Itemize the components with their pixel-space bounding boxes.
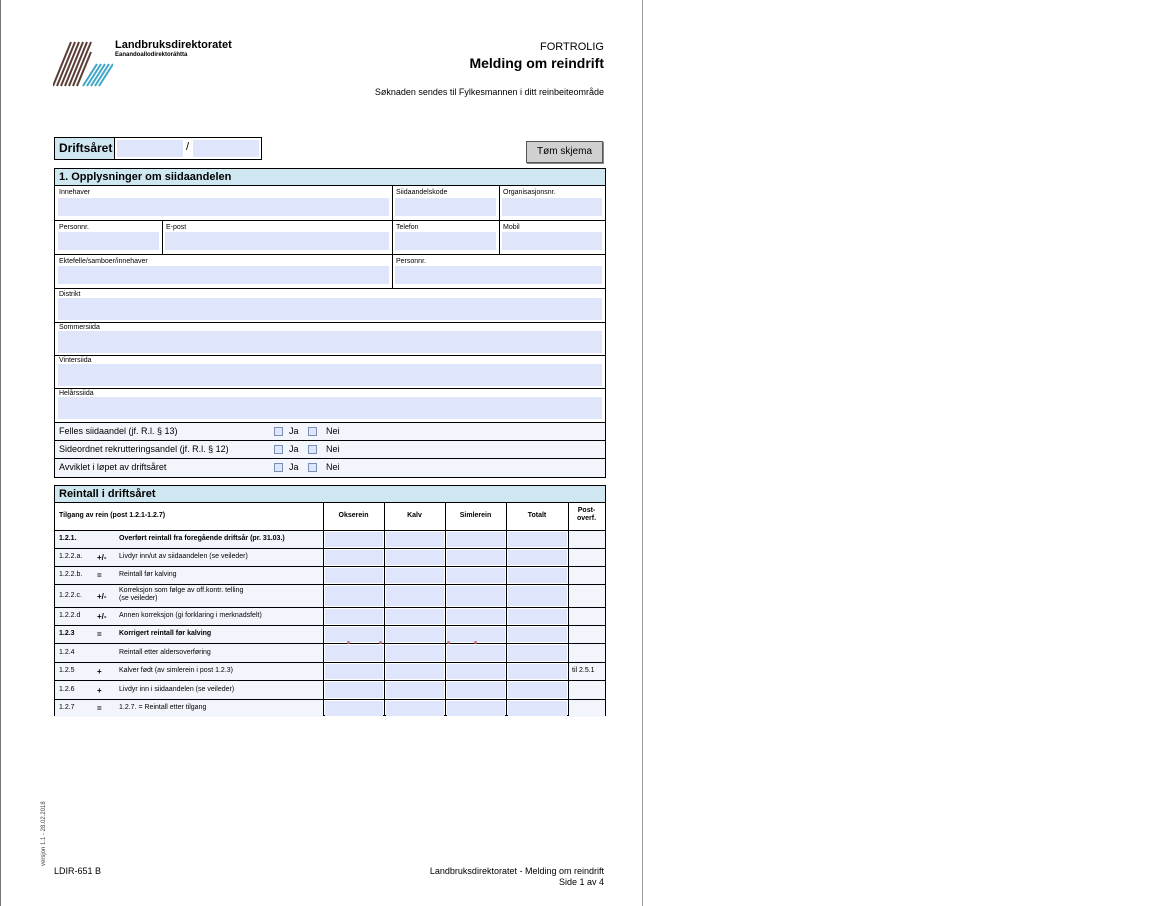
count-input-cell[interactable] <box>447 701 505 716</box>
document-page <box>1 0 643 906</box>
row-description: Annen korreksjon (gi forklaring i merknadsfelt) <box>119 612 262 619</box>
personnr2-label: Personnr. <box>396 258 426 265</box>
count-input-cell[interactable] <box>386 664 444 679</box>
count-input-cell[interactable] <box>325 532 383 547</box>
personnr-field[interactable] <box>58 232 159 250</box>
footer-page-number: Side 1 av 4 <box>558 877 604 887</box>
row-code: 1.2.3 <box>59 630 75 637</box>
section-share-info <box>54 168 606 478</box>
distrikt-label: Distrikt <box>59 291 81 298</box>
count-input-cell[interactable] <box>325 645 383 661</box>
row-sign: +/- <box>97 553 107 562</box>
count-input-cell[interactable] <box>447 627 505 642</box>
sideordnet-no-checkbox[interactable] <box>308 445 317 454</box>
count-input-cell[interactable] <box>325 664 383 679</box>
year-from-field[interactable] <box>117 140 183 157</box>
count-input-cell[interactable] <box>508 682 567 698</box>
footer-info <box>430 866 604 888</box>
table-row <box>55 567 323 584</box>
post-cell <box>569 644 605 662</box>
section-reindeer-count-title: Reintall i driftsåret <box>55 486 605 503</box>
organisasjonsnr-field[interactable] <box>502 198 602 216</box>
row-description: 1.2.7. = Reintall etter tilgang <box>119 704 207 711</box>
version-label: versjon 1.1 - 28.02.2018 <box>41 801 47 866</box>
section-share-info-title: 1. Opplysninger om siidaandelen <box>55 169 605 186</box>
avviklet-label: Avviklet i løpet av driftsåret <box>59 462 167 472</box>
personnr-label: Personnr. <box>59 224 89 231</box>
row-code: 1.2.2.a. <box>59 553 83 560</box>
operating-year-box <box>54 137 262 160</box>
no-label: Nei <box>326 462 340 472</box>
telefon-field[interactable] <box>395 232 496 250</box>
row-code: 1.2.2.c. <box>59 592 82 599</box>
count-input-cell[interactable] <box>386 645 444 661</box>
count-input-cell[interactable] <box>508 532 567 547</box>
row-sign: = <box>97 704 102 713</box>
count-input-cell[interactable] <box>447 568 505 583</box>
siidaandelskode-field[interactable] <box>395 198 496 216</box>
sideordnet-label: Sideordnet rekrutteringsandel (jf. R.l. § 12) <box>59 444 229 454</box>
felles-siidaandel-label: Felles siidaandel (jf. R.l. § 13) <box>59 426 178 436</box>
count-input-cell[interactable] <box>325 609 383 624</box>
row-sign: = <box>97 630 102 639</box>
vintersiida-label: Vintersiida <box>59 357 92 364</box>
helarssiida-label: Helårssiida <box>59 390 94 397</box>
count-input-cell[interactable] <box>386 568 444 583</box>
row-sign: +/- <box>97 592 107 601</box>
row-description: Reintall før kalving <box>119 571 177 578</box>
post-cell <box>569 585 605 607</box>
row-description: Kalver født (av simlerein i post 1.2.3) <box>119 667 233 674</box>
row-description: Korrigert reintall før kalving <box>119 630 212 637</box>
post-cell <box>569 531 605 548</box>
footer-doc-name: Landbruksdirektoratet - Melding om reindrift <box>429 866 604 876</box>
helarssiida-field[interactable] <box>58 397 602 419</box>
count-input-cell[interactable] <box>508 645 567 661</box>
yes-label: Ja <box>289 462 299 472</box>
logo-subname: Eanandoallodirektoráhtta <box>115 52 188 58</box>
row-code: 1.2.2.d <box>59 612 81 619</box>
form-subtitle: Søknaden sendes til Fylkesmannen i ditt reinbeiteområde <box>374 87 604 97</box>
innehaver-field[interactable] <box>58 198 389 216</box>
row-sign: = <box>97 571 102 580</box>
table-col-header: Okserein <box>338 512 369 519</box>
count-input-cell[interactable] <box>386 701 444 716</box>
marker-dot <box>347 641 350 644</box>
sideordnet-yes-checkbox[interactable] <box>274 445 283 454</box>
count-input-cell[interactable] <box>508 586 567 606</box>
felles-siidaandel-yes-checkbox[interactable] <box>274 427 283 436</box>
marker-dot <box>379 641 382 644</box>
org-logo <box>53 38 243 90</box>
mobil-label: Mobil <box>503 224 520 231</box>
telefon-label: Telefon <box>396 224 419 231</box>
ektefelle-label: Ektefelle/samboer/innehaver <box>59 258 148 265</box>
row-code: 1.2.2.b. <box>59 571 83 578</box>
row-description: Overført reintall fra foregående driftsår (pr. 31.03.) <box>119 535 285 542</box>
post-cell <box>569 700 605 717</box>
logo-name: Landbruksdirektoratet <box>115 39 232 51</box>
organisasjonsnr-label: Organisasjonsnr. <box>503 189 556 196</box>
table-col-divider <box>384 503 385 715</box>
table-col-header-main: Tilgang av rein (post 1.2.1-1.2.7) <box>59 512 166 519</box>
count-input-cell[interactable] <box>508 627 567 642</box>
innehaver-label: Innehaver <box>59 189 91 196</box>
table-col-header: Post- overf. <box>576 507 597 522</box>
count-input-cell[interactable] <box>508 609 567 624</box>
no-label: Nei <box>326 426 340 436</box>
count-input-cell[interactable] <box>386 532 444 547</box>
count-input-cell[interactable] <box>386 586 444 606</box>
count-input-cell[interactable] <box>447 609 505 624</box>
post-transfer: til 2.5.1 <box>572 667 595 674</box>
count-input-cell[interactable] <box>447 664 505 679</box>
row-description: Livdyr inn i siidaandelen (se veileder) <box>119 686 235 693</box>
count-input-cell[interactable] <box>325 682 383 698</box>
sommersiida-label: Sommersiida <box>59 324 100 331</box>
count-input-cell[interactable] <box>386 550 444 565</box>
row-description: Korreksjon som følge av off.kontr. telling (se veileder) <box>119 587 244 602</box>
row-sign: +/- <box>97 612 107 621</box>
personnr2-field[interactable] <box>395 266 602 284</box>
count-input-cell[interactable] <box>386 682 444 698</box>
mobil-field[interactable] <box>502 232 602 250</box>
post-cell <box>569 549 605 566</box>
yes-label: Ja <box>289 426 299 436</box>
row-code: 1.2.1. <box>59 535 77 542</box>
count-input-cell[interactable] <box>325 568 383 583</box>
count-input-cell[interactable] <box>447 586 505 606</box>
row-code: 1.2.4 <box>59 649 75 656</box>
row-description: Livdyr inn/ut av siidaandelen (se veileder) <box>119 553 248 560</box>
post-cell <box>569 626 605 643</box>
marker-dot <box>447 641 450 644</box>
epost-field[interactable] <box>165 232 389 250</box>
clear-form-button[interactable]: Tøm skjema <box>526 141 603 163</box>
no-label: Nei <box>326 444 340 454</box>
logo-icon <box>53 38 113 90</box>
count-input-cell[interactable] <box>325 627 383 642</box>
post-cell <box>569 567 605 584</box>
post-cell <box>569 681 605 699</box>
row-code: 1.2.5 <box>59 667 75 674</box>
table-col-header: Totalt <box>527 512 547 519</box>
count-input-cell[interactable] <box>508 550 567 565</box>
table-col-header: Simlerein <box>459 512 492 519</box>
count-input-cell[interactable] <box>508 701 567 716</box>
table-col-divider <box>323 503 324 715</box>
count-input-cell[interactable] <box>325 701 383 716</box>
felles-siidaandel-no-checkbox[interactable] <box>308 427 317 436</box>
row-sign: + <box>97 667 102 676</box>
operating-year-label: Driftsåret <box>55 138 115 159</box>
form-id: LDIR-651 B <box>54 866 102 876</box>
table-col-header: Kalv <box>407 512 422 519</box>
vintersiida-field[interactable] <box>58 364 602 386</box>
row-code: 1.2.6 <box>59 686 75 693</box>
post-cell <box>569 608 605 625</box>
avviklet-yes-checkbox[interactable] <box>274 463 283 472</box>
count-input-cell[interactable] <box>386 609 444 624</box>
confidential-label: FORTROLIG <box>540 41 604 53</box>
avviklet-no-checkbox[interactable] <box>308 463 317 472</box>
count-input-cell[interactable] <box>447 550 505 565</box>
count-input-cell[interactable] <box>386 627 444 642</box>
count-input-cell[interactable] <box>508 664 567 679</box>
count-input-cell[interactable] <box>325 550 383 565</box>
year-slash: / <box>186 141 190 153</box>
table-col-divider <box>445 503 446 715</box>
count-input-cell[interactable] <box>447 682 505 698</box>
count-input-cell[interactable] <box>447 645 505 661</box>
row-code: 1.2.7 <box>59 704 75 711</box>
count-input-cell[interactable] <box>325 586 383 606</box>
section-reindeer-count <box>54 485 606 716</box>
row-description: Reintall etter aldersoverføring <box>119 649 211 656</box>
table-col-divider <box>506 503 507 715</box>
marker-dot <box>474 641 477 644</box>
form-title: Melding om reindrift <box>469 55 604 71</box>
row-sign: + <box>97 686 102 695</box>
siidaandelskode-label: Siidaandelskode <box>396 189 448 196</box>
distrikt-field[interactable] <box>58 298 602 320</box>
count-input-cell[interactable] <box>508 568 567 583</box>
sommersiida-field[interactable] <box>58 331 602 353</box>
epost-label: E-post <box>166 224 187 231</box>
ektefelle-field[interactable] <box>58 266 389 284</box>
yes-label: Ja <box>289 444 299 454</box>
year-to-field[interactable] <box>193 140 259 157</box>
count-input-cell[interactable] <box>447 532 505 547</box>
